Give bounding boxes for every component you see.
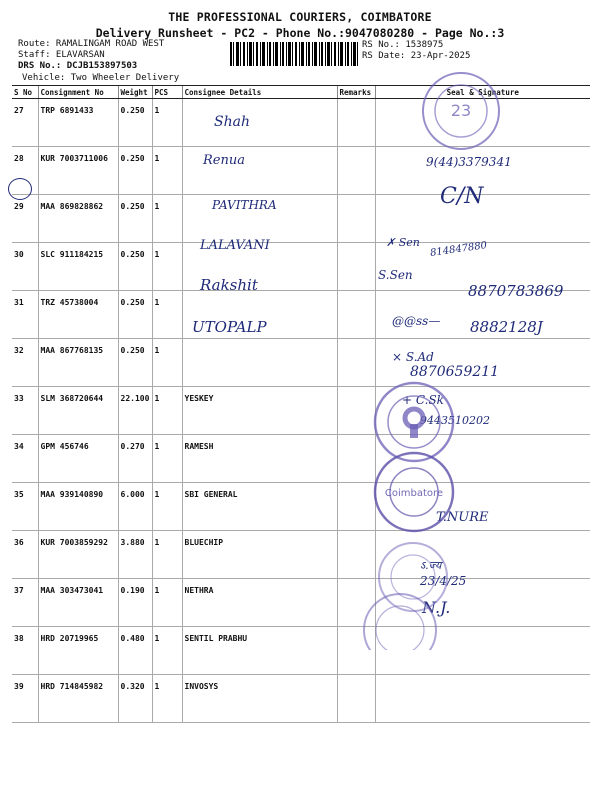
col-weight: Weight bbox=[118, 86, 152, 99]
sno-cell: 28 bbox=[12, 147, 38, 195]
table-row bbox=[12, 627, 590, 675]
consignee-cell: NETHRA bbox=[182, 579, 337, 627]
table-row bbox=[12, 99, 590, 147]
remarks-cell bbox=[337, 483, 375, 531]
remarks-cell bbox=[337, 675, 375, 723]
table-row bbox=[12, 579, 590, 627]
rs-number: RS No.: 1538975 bbox=[362, 40, 444, 50]
pcs-cell: 1 bbox=[152, 195, 182, 243]
handwritten-date: 23/4/25 bbox=[420, 574, 467, 588]
remarks-cell bbox=[337, 99, 375, 147]
sno-cell: 38 bbox=[12, 627, 38, 675]
remarks-cell bbox=[337, 531, 375, 579]
handwritten-name: Renua bbox=[203, 153, 245, 168]
remarks-cell bbox=[337, 387, 375, 435]
seal-cell bbox=[375, 531, 590, 579]
handwritten-name: UTOPALP bbox=[192, 318, 267, 336]
weight-cell: 22.100 bbox=[118, 387, 152, 435]
sno-cell: 31 bbox=[12, 291, 38, 339]
consignee-cell: YESKEY bbox=[182, 387, 337, 435]
runsheet-subtitle: Delivery Runsheet - PC2 - Phone No.:9047080280 - Page No.:3 bbox=[95, 26, 505, 40]
consignment-cell: HRD 714845982 bbox=[38, 675, 118, 723]
signature-scribble: C/N bbox=[440, 184, 484, 209]
pcs-cell: 1 bbox=[152, 579, 182, 627]
pcs-cell: 1 bbox=[152, 243, 182, 291]
weight-cell: 0.250 bbox=[118, 243, 152, 291]
signature-scribble: ऽ.ज्य bbox=[420, 559, 442, 572]
col-remarks: Remarks bbox=[337, 86, 375, 99]
seal-cell bbox=[375, 579, 590, 627]
handwritten-phone: 8870659211 bbox=[410, 364, 500, 380]
weight-cell: 0.250 bbox=[118, 147, 152, 195]
remarks-cell bbox=[337, 339, 375, 387]
svg-text:Coimbatore: Coimbatore bbox=[384, 488, 444, 499]
table-row bbox=[12, 531, 590, 579]
col-seal: Seal & Signature bbox=[375, 86, 590, 99]
remarks-cell bbox=[337, 579, 375, 627]
consignment-cell: SLM 368720644 bbox=[38, 387, 118, 435]
handwritten-phone: 814847880 bbox=[429, 240, 488, 259]
handwritten-name: Shah bbox=[214, 114, 250, 130]
weight-cell: 3.880 bbox=[118, 531, 152, 579]
handwritten-phone: 8870783869 bbox=[468, 282, 564, 300]
rs-date: RS Date: 23-Apr-2025 bbox=[362, 51, 471, 61]
weight-cell: 0.190 bbox=[118, 579, 152, 627]
table-row bbox=[12, 483, 590, 531]
sno-cell: 34 bbox=[12, 435, 38, 483]
table-row bbox=[12, 675, 590, 723]
col-consignment: Consignment No bbox=[38, 86, 118, 99]
consignment-cell: MAA 939140890 bbox=[38, 483, 118, 531]
weight-cell: 0.320 bbox=[118, 675, 152, 723]
sno-cell: 29 bbox=[12, 195, 38, 243]
weight-cell: 0.480 bbox=[118, 627, 152, 675]
consignee-cell bbox=[182, 99, 337, 147]
pcs-cell: 1 bbox=[152, 531, 182, 579]
remarks-cell bbox=[337, 195, 375, 243]
handwritten-name: PAVITHRA bbox=[212, 198, 277, 212]
pcs-cell: 1 bbox=[152, 339, 182, 387]
col-consignee: Consignee Details bbox=[182, 86, 337, 99]
svg-text:23: 23 bbox=[450, 101, 472, 120]
company-title: THE PROFESSIONAL COURIERS, COIMBATORE bbox=[168, 10, 432, 24]
consignee-cell: RAMESH bbox=[182, 435, 337, 483]
signature-scribble: S.Sen bbox=[378, 268, 413, 282]
consignee-cell: SBI GENERAL bbox=[182, 483, 337, 531]
table-row bbox=[12, 339, 590, 387]
consignee-cell: INVOSYS bbox=[182, 675, 337, 723]
signature-scribble: × S.Ad bbox=[392, 350, 434, 364]
table-row bbox=[12, 147, 590, 195]
col-pcs: PCS bbox=[152, 86, 182, 99]
seal-cell bbox=[375, 435, 590, 483]
consignment-cell: KUR 7003859292 bbox=[38, 531, 118, 579]
pcs-cell: 1 bbox=[152, 291, 182, 339]
seal-cell bbox=[375, 627, 590, 675]
remarks-cell bbox=[337, 435, 375, 483]
consignee-cell bbox=[182, 339, 337, 387]
consignment-cell: GPM 456746 bbox=[38, 435, 118, 483]
vehicle-label: Vehicle: Two Wheeler Delivery bbox=[22, 73, 180, 83]
consignment-cell: HRD 20719965 bbox=[38, 627, 118, 675]
table-row bbox=[12, 435, 590, 483]
consignee-cell: SENTIL PRABHU bbox=[182, 627, 337, 675]
weight-cell: 0.250 bbox=[118, 291, 152, 339]
pcs-cell: 1 bbox=[152, 99, 182, 147]
route-label: Route: RAMALINGAM ROAD WEST bbox=[18, 39, 165, 49]
seal-cell bbox=[375, 99, 590, 147]
consignment-cell: TRZ 45738004 bbox=[38, 291, 118, 339]
pcs-cell: 1 bbox=[152, 627, 182, 675]
weight-cell: 6.000 bbox=[118, 483, 152, 531]
consignee-cell: BLUECHIP bbox=[182, 531, 337, 579]
consignment-cell: TRP 6891433 bbox=[38, 99, 118, 147]
table-header-row bbox=[12, 86, 590, 99]
pcs-cell: 1 bbox=[152, 675, 182, 723]
sno-cell: 33 bbox=[12, 387, 38, 435]
sno-cell: 35 bbox=[12, 483, 38, 531]
circled-serial-mark bbox=[8, 178, 32, 200]
handwritten-phone: 8882128J bbox=[470, 318, 543, 336]
signature-scribble: @@ss— bbox=[392, 314, 441, 328]
signature-scribble: ✗ Sen bbox=[386, 236, 420, 249]
consignment-cell: KUR 7003711006 bbox=[38, 147, 118, 195]
sno-cell: 36 bbox=[12, 531, 38, 579]
remarks-cell bbox=[337, 291, 375, 339]
drs-number: DRS No.: DCJB153897503 bbox=[18, 61, 138, 71]
col-sno: S No bbox=[12, 86, 38, 99]
sno-cell: 30 bbox=[12, 243, 38, 291]
handwritten-signature: T.NURE bbox=[436, 510, 489, 525]
table-row bbox=[12, 387, 590, 435]
pcs-cell: 1 bbox=[152, 387, 182, 435]
remarks-cell bbox=[337, 243, 375, 291]
consignment-cell: MAA 869828862 bbox=[38, 195, 118, 243]
weight-cell: 0.250 bbox=[118, 195, 152, 243]
pcs-cell: 1 bbox=[152, 483, 182, 531]
sno-cell: 37 bbox=[12, 579, 38, 627]
staff-label: Staff: ELAVARSAN bbox=[18, 50, 105, 60]
sno-cell: 32 bbox=[12, 339, 38, 387]
weight-cell: 0.250 bbox=[118, 339, 152, 387]
weight-cell: 0.270 bbox=[118, 435, 152, 483]
handwritten-phone: 9443510202 bbox=[420, 414, 490, 427]
consignment-cell: MAA 303473041 bbox=[38, 579, 118, 627]
remarks-cell bbox=[337, 147, 375, 195]
weight-cell: 0.250 bbox=[118, 99, 152, 147]
handwritten-name: Rakshit bbox=[200, 276, 258, 294]
sno-cell: 27 bbox=[12, 99, 38, 147]
signature-scribble: N.J. bbox=[422, 598, 451, 617]
pcs-cell: 1 bbox=[152, 147, 182, 195]
handwritten-name: LALAVANI bbox=[200, 238, 270, 253]
table-row bbox=[12, 195, 590, 243]
pcs-cell: 1 bbox=[152, 435, 182, 483]
sno-cell: 39 bbox=[12, 675, 38, 723]
consignment-cell: MAA 867768135 bbox=[38, 339, 118, 387]
signature-scribble: + C.Sk bbox=[402, 393, 444, 407]
handwritten-phone: 9(44)3379341 bbox=[426, 155, 512, 169]
remarks-cell bbox=[337, 627, 375, 675]
runsheet-table bbox=[12, 85, 590, 723]
seal-cell bbox=[375, 675, 590, 723]
consignment-cell: SLC 911184215 bbox=[38, 243, 118, 291]
barcode bbox=[230, 42, 358, 66]
